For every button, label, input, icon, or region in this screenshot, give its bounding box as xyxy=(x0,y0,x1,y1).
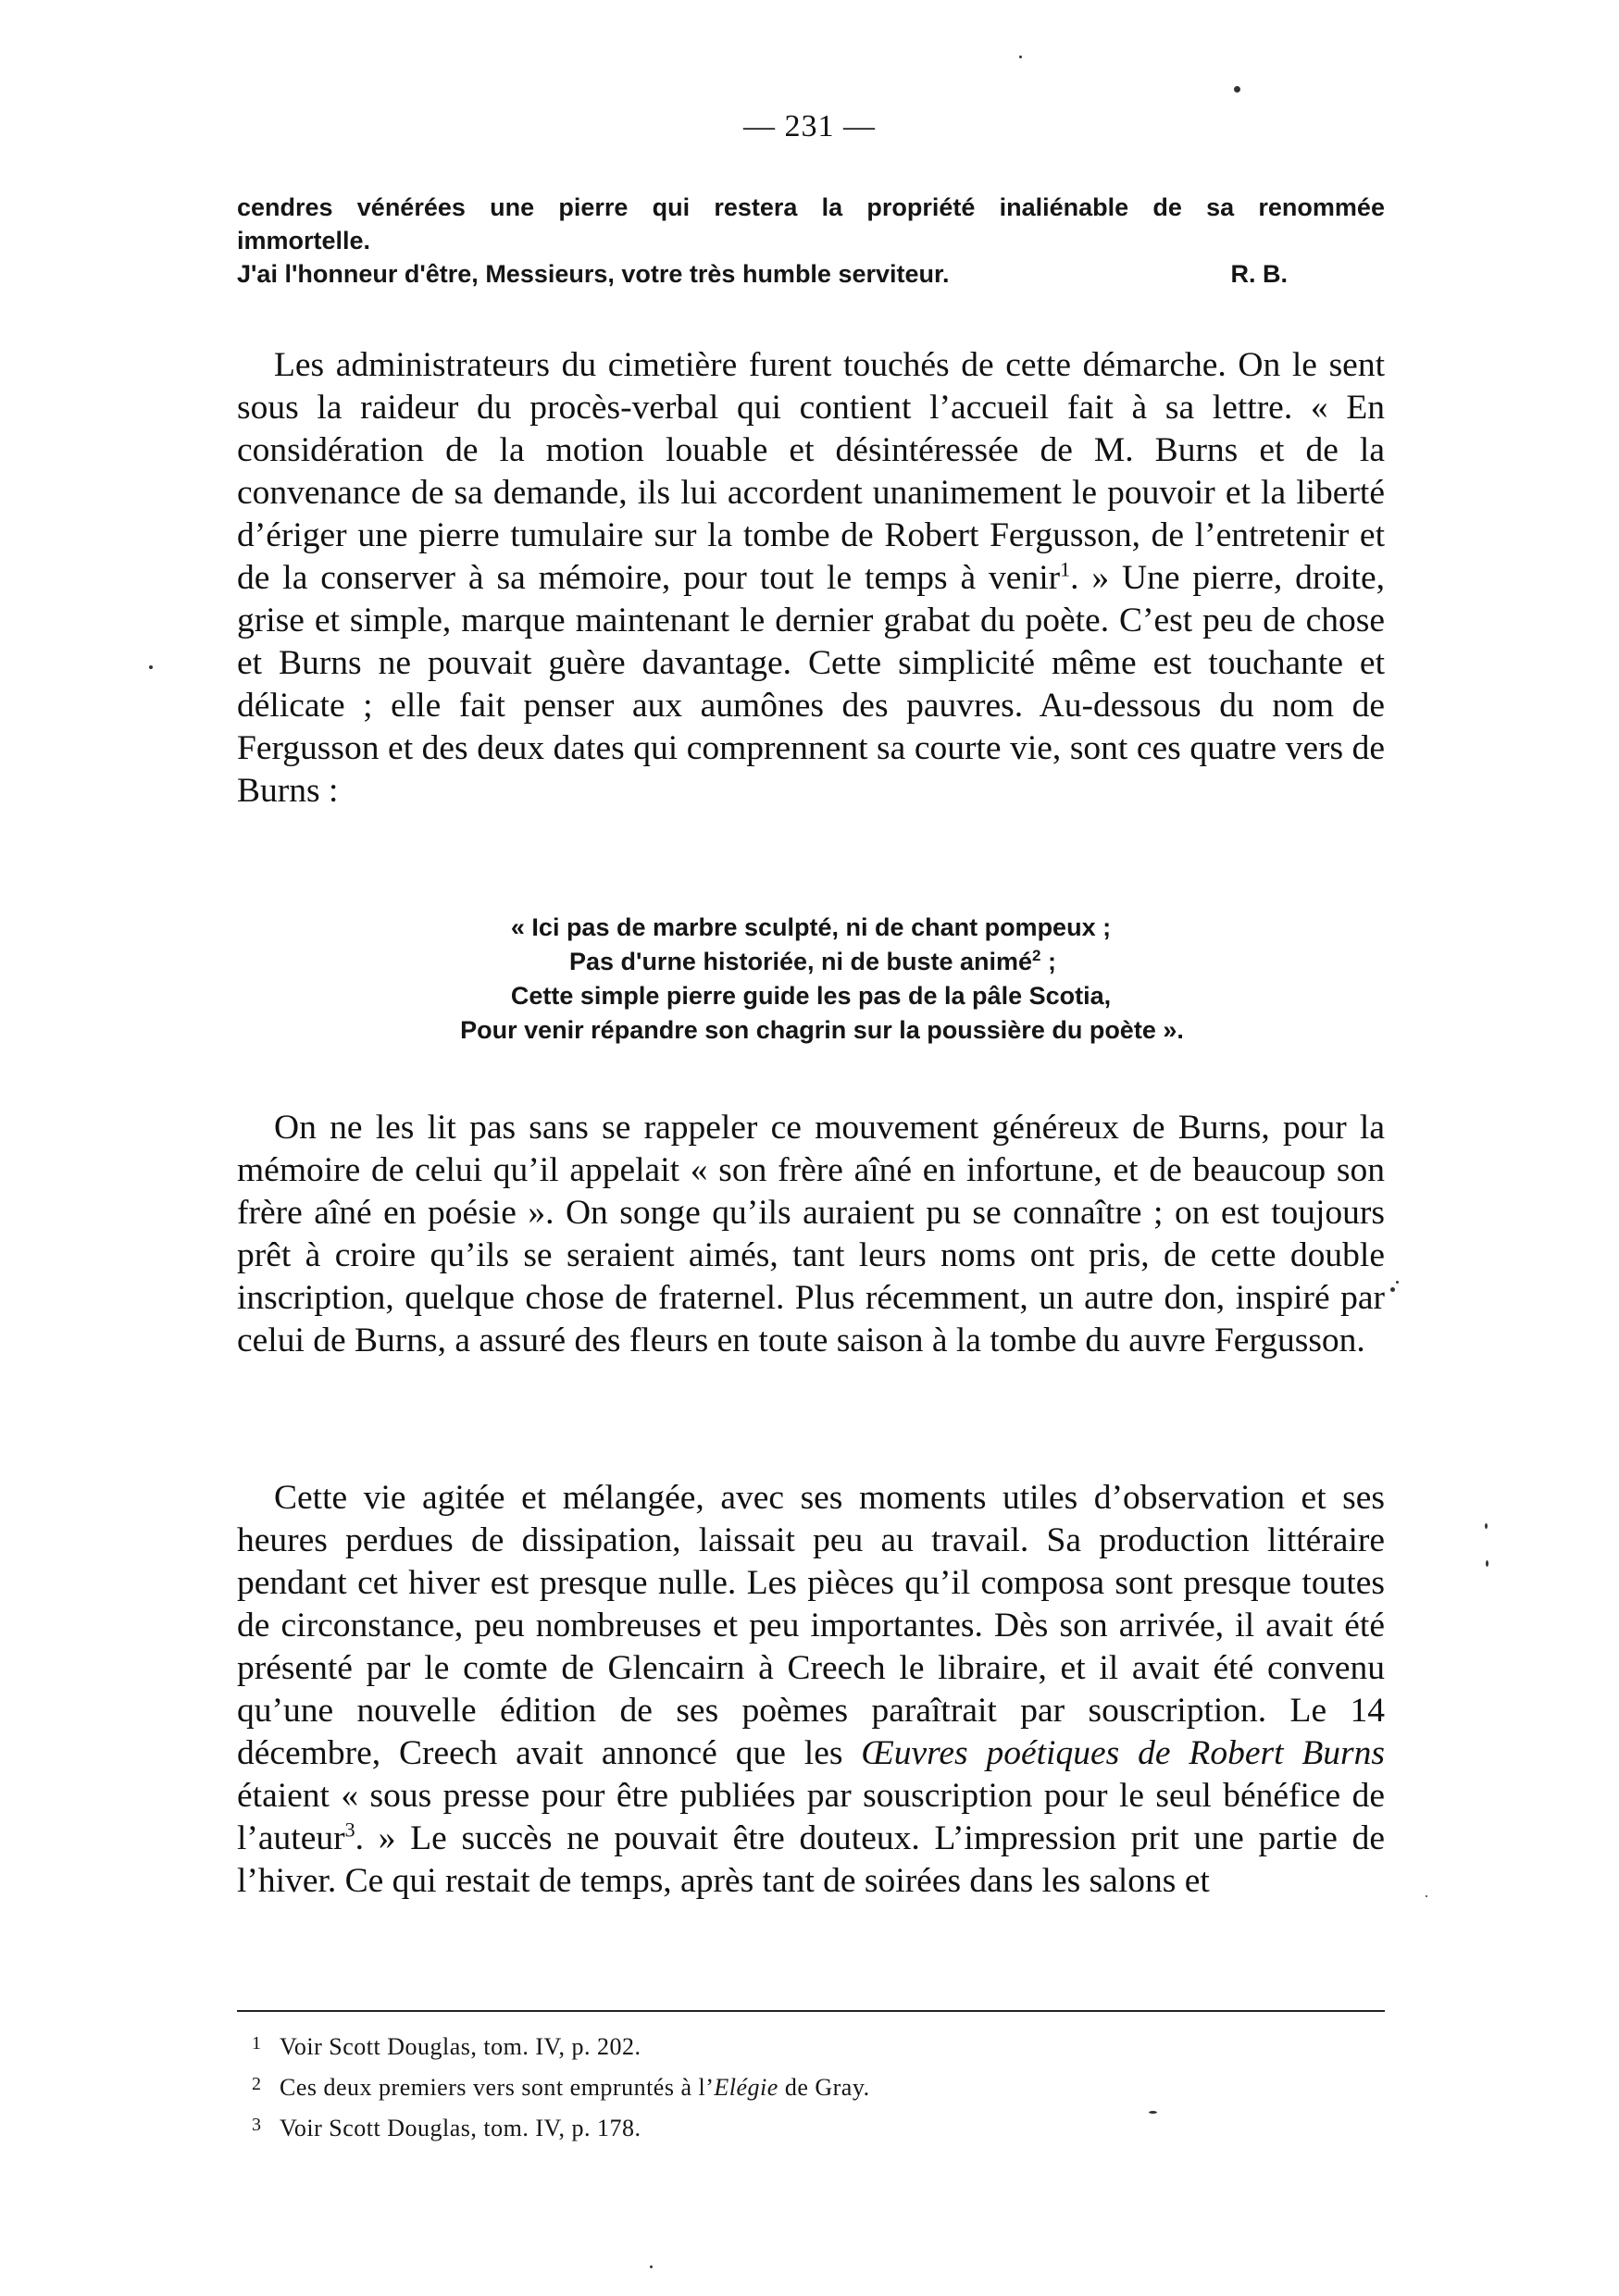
footnote-mark-2: 2 xyxy=(1032,947,1041,964)
letter-word: sa xyxy=(1206,193,1235,221)
scan-speck xyxy=(1426,1895,1427,1897)
letter-word: cendres xyxy=(237,193,333,221)
letter-closing-row xyxy=(237,257,1288,291)
footnote-text: Ces deux premiers vers sont empruntés à l’ xyxy=(280,2074,715,2101)
page-number: — 231 — xyxy=(743,109,876,143)
scan-speck xyxy=(1234,86,1240,93)
letter-line-2: immortelle. xyxy=(237,227,371,254)
scan-speck xyxy=(1149,2111,1157,2114)
paragraph-text-part: . » Le succès ne pouvait être douteux. L’impression prit une partie de l’hiver. Ce qui restait de temps, après tant de soirées dans les salons et xyxy=(237,1819,1385,1900)
paragraph-2 xyxy=(237,1107,1385,1362)
letter-line-1 xyxy=(237,191,1385,224)
scan-speck xyxy=(1485,1523,1488,1529)
footnote-text-end: de Gray. xyxy=(778,2074,870,2101)
footnote-italic-title: Elégie xyxy=(714,2074,778,2101)
footnote-1 xyxy=(252,2025,1363,2066)
scan-speck xyxy=(650,2265,653,2268)
footnotes xyxy=(252,2025,1363,2147)
paragraph-text xyxy=(237,344,1385,813)
footnote-divider xyxy=(237,2010,1385,2012)
paragraph-text-part: . » Une pierre, droite, grise et simple, marque maintenant le dernier grabat du poète. C’est peu de chose et Burns ne pouvait guère davantage. Cette simplicité même est touchante et délicate ; elle fait penser aux aumônes des pauvres. Au-dessous du nom de Fergusson et des deux dates qui comprennent sa courte vie, sont ces quatre vers de Burns : xyxy=(237,559,1385,810)
footnote-text: Voir Scott Douglas, tom. IV, p. 202. xyxy=(280,2033,641,2060)
paragraph-3 xyxy=(237,1477,1385,1903)
poem-line-4: Pour venir répandre son chagrin sur la poussière du poète ». xyxy=(460,1016,1184,1044)
letter-word: inaliénable xyxy=(999,193,1129,221)
letter-word: qui xyxy=(652,193,691,221)
paragraph-1 xyxy=(237,344,1385,813)
letter-word: pierre xyxy=(558,193,629,221)
epitaph-poem xyxy=(237,911,1385,1048)
footnote-text: Voir Scott Douglas, tom. IV, p. 178. xyxy=(280,2115,641,2141)
letter-excerpt xyxy=(237,191,1385,291)
paragraph-text-part: Cette vie agitée et mélangée, avec ses moments utiles d’observation et ses heures perdues de dissipation, laissait peu au travail. Sa production littéraire pendant cet hiver est presque nulle. Les pièces qu’il composa sont presque toutes de circonstance, peu nombreuses et peu importantes. Dès son arrivée, il avait été présenté par le comte de Glencairn à Creech le libraire, et il avait été convenu qu’une nouvelle édition de ses poèmes paraîtrait par souscription. Le 14 décembre, Creech avait annoncé que les xyxy=(237,1479,1385,1772)
letter-word: vénérées xyxy=(356,193,466,221)
letter-word: une xyxy=(490,193,535,221)
scan-speck xyxy=(1486,1560,1488,1567)
letter-word: restera xyxy=(714,193,798,221)
footnote-2 xyxy=(252,2066,1363,2106)
letter-word: propriété xyxy=(866,193,976,221)
book-title: Œuvres poétiques de Robert Burns xyxy=(861,1734,1385,1772)
poem-line-2-text: Pas d'urne historiée, ni de buste animé xyxy=(568,948,1033,975)
footnote-number: 2 xyxy=(252,2074,262,2094)
footnote-number: 1 xyxy=(252,2033,262,2054)
poem-line-2 xyxy=(237,945,1385,979)
footnote-mark-3: 3 xyxy=(344,1818,355,1842)
footnote-number: 3 xyxy=(252,2115,262,2135)
letter-closing: J'ai l'honneur d'être, Messieurs, votre très humble serviteur. xyxy=(237,260,950,288)
scan-speck xyxy=(1390,1287,1395,1292)
letter-word: de xyxy=(1152,193,1182,221)
letter-word: renommée xyxy=(1258,193,1385,221)
letter-word: la xyxy=(821,193,843,221)
paragraph-text xyxy=(237,1477,1385,1903)
footnote-3 xyxy=(252,2106,1363,2147)
scan-speck xyxy=(1019,56,1022,58)
poem-line-3: Cette simple pierre guide les pas de la pâle Scotia, xyxy=(510,982,1112,1010)
paragraph-text-part: Les administrateurs du cimetière furent touchés de cette démarche. On le sent sous la raideur du procès-verbal qui contient l’accueil fait à sa lettre. « En considération de la motion louable et désintéressée de M. Burns et de la convenance de sa demande, ils lui accordent unanimement le pouvoir et la liberté d’ériger une pierre tumulaire sur la tombe de Robert Fergusson, de l’entretenir et de la conserver à sa mémoire, pour tout le temps à venir xyxy=(237,346,1385,597)
paragraph-text: On ne les lit pas sans se rappeler ce mouvement généreux de Burns, pour la mémoire de celui qu’il appelait « son frère aîné en infortune, et de beaucoup son frère aîné en poésie ». On songe qu’ils auraient pu se connaître ; on est toujours prêt à croire qu’ils se seraient aimés, tant leurs noms ont pris, de cette double inscription, quelque chose de fraternel. Plus récemment, un autre don, inspiré par celui de Burns, a assuré des fleurs en toute saison à la tombe du auvre Fergusson. xyxy=(237,1109,1385,1359)
scan-speck xyxy=(1396,1281,1399,1284)
poem-line-1: « Ici pas de marbre sculpté, ni de chant pompeux ; xyxy=(510,913,1112,941)
scan-speck xyxy=(149,665,153,669)
letter-signature: R. B. xyxy=(1230,260,1288,288)
footnote-mark-1: 1 xyxy=(1060,557,1071,581)
paragraph-text-part: étaient « sous presse pour être publiées par souscription pour le seul bénéfice de l’auteur xyxy=(237,1777,1385,1857)
poem-line-2-end: ; xyxy=(1040,948,1057,975)
